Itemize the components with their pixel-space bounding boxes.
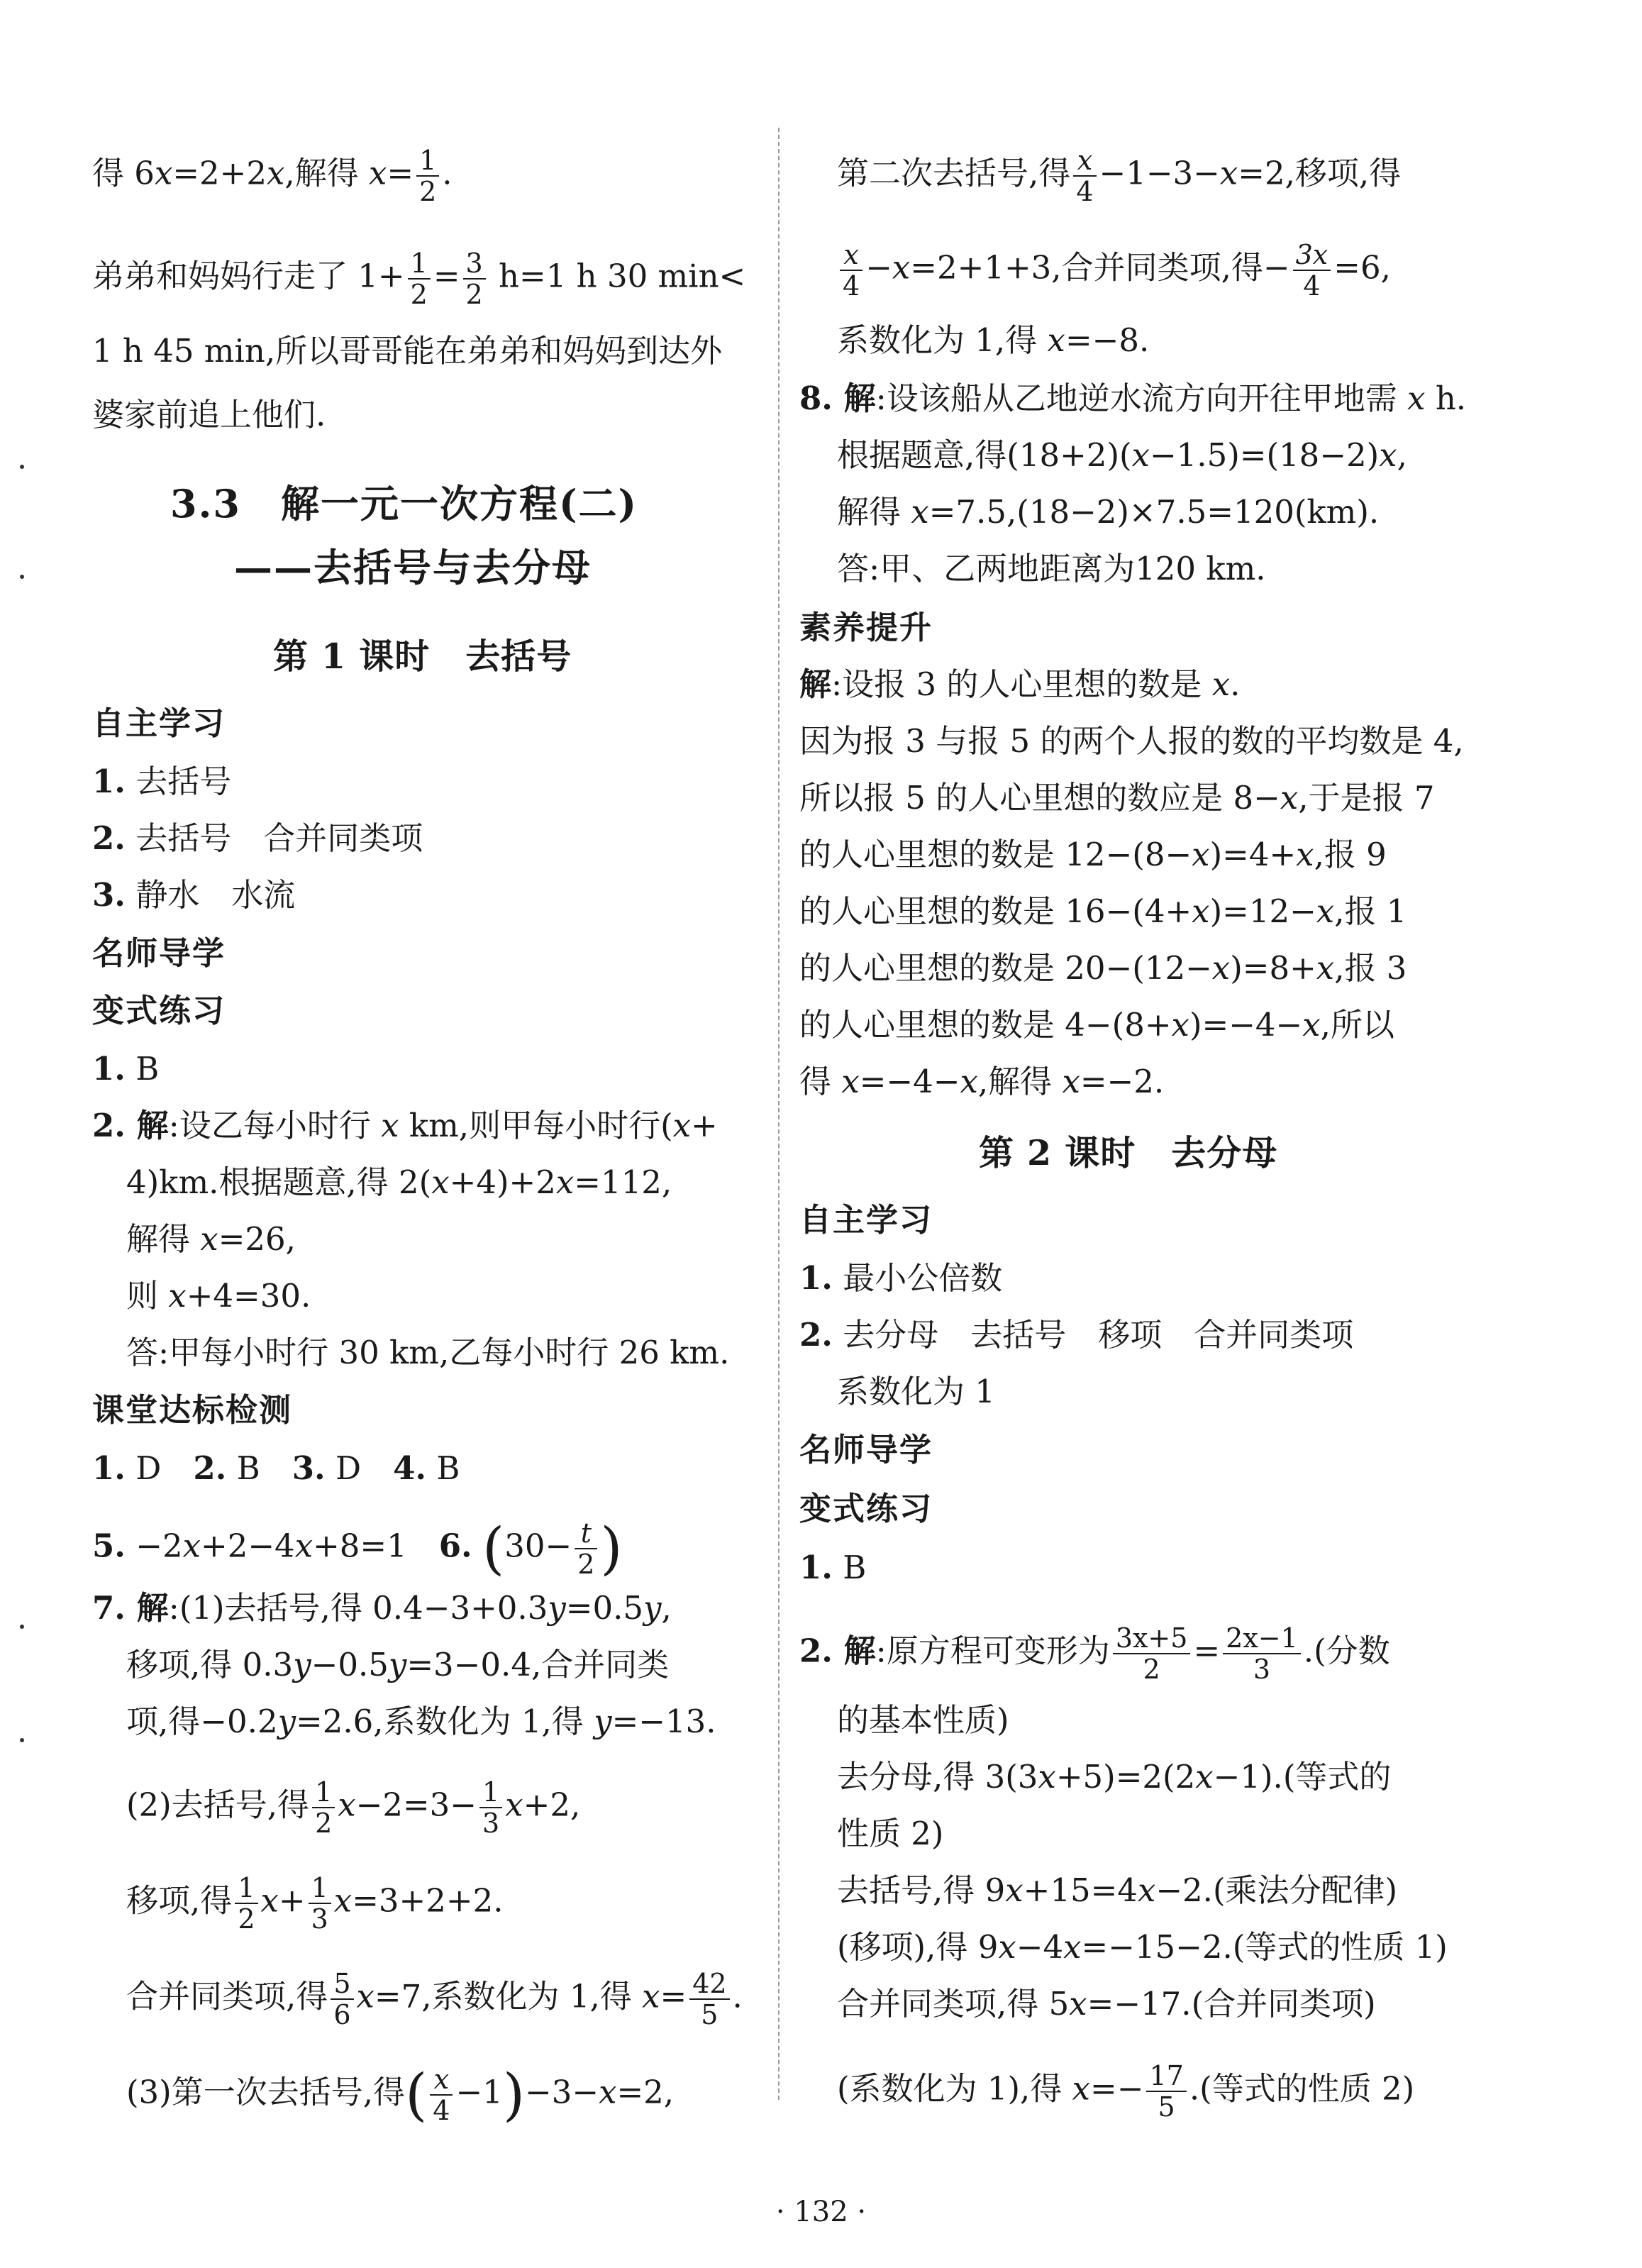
section-subtitle: ——去括号与去分母 bbox=[234, 545, 592, 590]
text-line: 答:甲每小时行 30 km,乙每小时行 26 km. bbox=[126, 1334, 730, 1371]
fraction: $\frac{t}{2}$ bbox=[575, 1518, 597, 1579]
fraction: $\frac{5}{6}$ bbox=[331, 1969, 353, 2030]
text-line: 弟弟和妈妈行走了 1+ $\frac{1}{2}$ = $\frac{3}{2}$ h=1 h 30 min< bbox=[92, 248, 746, 310]
fraction: $\frac{17}{5}$ bbox=[1146, 2061, 1186, 2122]
text-line: (2)去括号,得 $\frac{1}{2}$ x−2=3− $\frac{1}{3}$ x+2, bbox=[126, 1776, 581, 1839]
list-item: 3. 静水 水流 bbox=[92, 876, 296, 914]
text-line: 所以报 5 的人心里想的数应是 8−x,于是报 7 bbox=[799, 779, 1435, 817]
fraction: $\frac{1}{2}$ bbox=[408, 248, 431, 309]
section-title: 3.3 解一元一次方程(二) bbox=[170, 481, 638, 526]
fraction: $\frac{1}{3}$ bbox=[309, 1873, 331, 1934]
text-line: $\frac{x}{4}$ −x=2+1+3,合并同类项,得− $\frac{3x}{4}$ =6, bbox=[837, 240, 1391, 301]
text-line: 移项,得 0.3y−0.5y=3−0.4,合并同类 bbox=[126, 1646, 670, 1683]
heading-zizhu: 自主学习 bbox=[92, 704, 226, 742]
list-item: 2. 解:原方程可变形为 $\frac{3x+5}{2}$ = $\frac{2x-1}{3}$ .(分数 bbox=[799, 1622, 1390, 1685]
text-line: 4)km.根据题意,得 2(x+4)+2x=112, bbox=[126, 1163, 672, 1201]
text-line: 项,得−0.2y=2.6,系数化为 1,得 y=−13. bbox=[126, 1703, 716, 1740]
text-line: 答:甲、乙两地距离为120 km. bbox=[837, 550, 1266, 587]
heading-mingshi: 名师导学 bbox=[92, 934, 226, 972]
margin-dot bbox=[20, 465, 24, 469]
page-number: · 132 · bbox=[775, 2196, 867, 2228]
fraction: $\frac{x}{4}$ bbox=[1073, 145, 1096, 206]
heading-suyang: 素养提升 bbox=[799, 609, 933, 646]
text-line: 的人心里想的数是 12−(8−x)=4+x,报 9 bbox=[799, 836, 1387, 873]
text-line: 1 h 45 min,所以哥哥能在弟弟和妈妈到达外 bbox=[92, 332, 723, 370]
list-item: 7. 解:(1)去括号,得 0.4−3+0.3y=0.5y, bbox=[92, 1589, 672, 1627]
heading-mingshi: 名师导学 bbox=[799, 1431, 933, 1468]
margin-dot bbox=[20, 575, 24, 579]
fraction: $\frac{2x-1}{3}$ bbox=[1223, 1623, 1301, 1684]
list-item: 1. 去括号 bbox=[92, 763, 232, 800]
list-item: 2. 解:设乙每小时行 x km,则甲每小时行(x+ bbox=[92, 1107, 718, 1144]
lesson-title: 第 1 课时 去括号 bbox=[273, 636, 572, 677]
fraction: $\frac{1}{2}$ bbox=[235, 1873, 257, 1934]
text-line: 性质 2) bbox=[837, 1815, 944, 1852]
heading-bianshi: 变式练习 bbox=[92, 992, 226, 1029]
fraction: $\frac{42}{5}$ bbox=[689, 1969, 729, 2030]
list-item: 1. B bbox=[799, 1549, 867, 1586]
margin-dot bbox=[20, 1738, 24, 1742]
text-line: 系数化为 1 bbox=[837, 1373, 995, 1410]
text-line: 解得 x=26, bbox=[126, 1220, 296, 1258]
text-line: 的人心里想的数是 4−(8+x)=−4−x,所以 bbox=[799, 1006, 1394, 1044]
answer-line: 1. D 2. B 3. D 4. B bbox=[92, 1449, 460, 1487]
margin-dot bbox=[20, 1625, 24, 1629]
text-line: 解:设报 3 的人心里想的数是 x. bbox=[799, 665, 1241, 703]
list-item: 1. 最小公倍数 bbox=[799, 1259, 1003, 1297]
text-line: 的人心里想的数是 16−(4+x)=12−x,报 1 bbox=[799, 892, 1407, 930]
fraction: $\frac{3x+5}{2}$ bbox=[1113, 1623, 1191, 1684]
text-line: 得 x=−4−x,解得 x=−2. bbox=[799, 1063, 1165, 1100]
text-line: (3)第一次去括号,得( $\frac{x}{4}$ −1)−3−x=2, bbox=[126, 2062, 675, 2128]
text-line: (系数化为 1),得 x=− $\frac{17}{5}$ .(等式的性质 2) bbox=[837, 2060, 1415, 2123]
text-line: 因为报 3 与报 5 的两个人报的数的平均数是 4, bbox=[799, 722, 1464, 760]
text-line: 去括号,得 9x+15=4x−2.(乘法分配律) bbox=[837, 1871, 1398, 1909]
list-item: 1. B bbox=[92, 1050, 160, 1088]
fraction: $\frac{1}{2}$ bbox=[416, 145, 439, 206]
list-item: 2. 去括号 合并同类项 bbox=[92, 819, 423, 857]
text-line: 根据题意,得(18+2)(x−1.5)=(18−2)x, bbox=[837, 436, 1407, 474]
text-line: 去分母,得 3(3x+5)=2(2x−1).(等式的 bbox=[837, 1758, 1392, 1796]
text-line: (移项),得 9x−4x=−15−2.(等式的性质 1) bbox=[837, 1928, 1448, 1966]
list-item: 2. 去分母 去括号 移项 合并同类项 bbox=[799, 1316, 1354, 1354]
lesson-title: 第 2 课时 去分母 bbox=[979, 1132, 1278, 1173]
heading-zizhu: 自主学习 bbox=[799, 1201, 933, 1239]
heading-bianshi: 变式练习 bbox=[799, 1490, 933, 1527]
heading-ketang: 课堂达标检测 bbox=[92, 1391, 293, 1429]
text-line: 则 x+4=30. bbox=[126, 1277, 311, 1315]
fraction: $\frac{3}{2}$ bbox=[463, 248, 486, 309]
text-line: 移项,得 $\frac{1}{2}$ x+ $\frac{1}{3}$ x=3+2+2. bbox=[126, 1872, 504, 1935]
text-line: 的人心里想的数是 20−(12−x)=8+x,报 3 bbox=[799, 949, 1407, 987]
text-line: 婆家前追上他们. bbox=[92, 396, 326, 433]
text-line: 解得 x=7.5,(18−2)×7.5=120(km). bbox=[837, 493, 1380, 531]
text-line: 合并同类项,得 $\frac{5}{6}$ x=7,系数化为 1,得 x= $\frac{42}{5}$ . bbox=[126, 1968, 743, 2030]
column-divider bbox=[778, 128, 780, 2100]
list-item: 8. 解:设该船从乙地逆水流方向开往甲地需 x h. bbox=[799, 380, 1467, 417]
fraction: $\frac{x}{4}$ bbox=[430, 2064, 453, 2125]
fraction: $\frac{x}{4}$ bbox=[840, 240, 862, 301]
fraction: $\frac{3x}{4}$ bbox=[1293, 240, 1331, 301]
fraction: $\frac{1}{3}$ bbox=[479, 1777, 502, 1838]
answer-line: 5. −2x+2−4x+8=1 6. (30− $\frac{t}{2}$ ) bbox=[92, 1515, 623, 1581]
text-line: 的基本性质) bbox=[837, 1701, 1009, 1739]
text-line: 合并同类项,得 5x=−17.(合并同类项) bbox=[837, 1985, 1376, 2023]
fraction: $\frac{1}{2}$ bbox=[312, 1777, 335, 1838]
text-line: 第二次去括号,得 $\frac{x}{4}$ −1−3−x=2,移项,得 bbox=[837, 145, 1402, 207]
text-line: 系数化为 1,得 x=−8. bbox=[837, 321, 1150, 359]
text-line: 得 6x=2+2x,解得 x= $\frac{1}{2}$ . bbox=[92, 145, 453, 207]
